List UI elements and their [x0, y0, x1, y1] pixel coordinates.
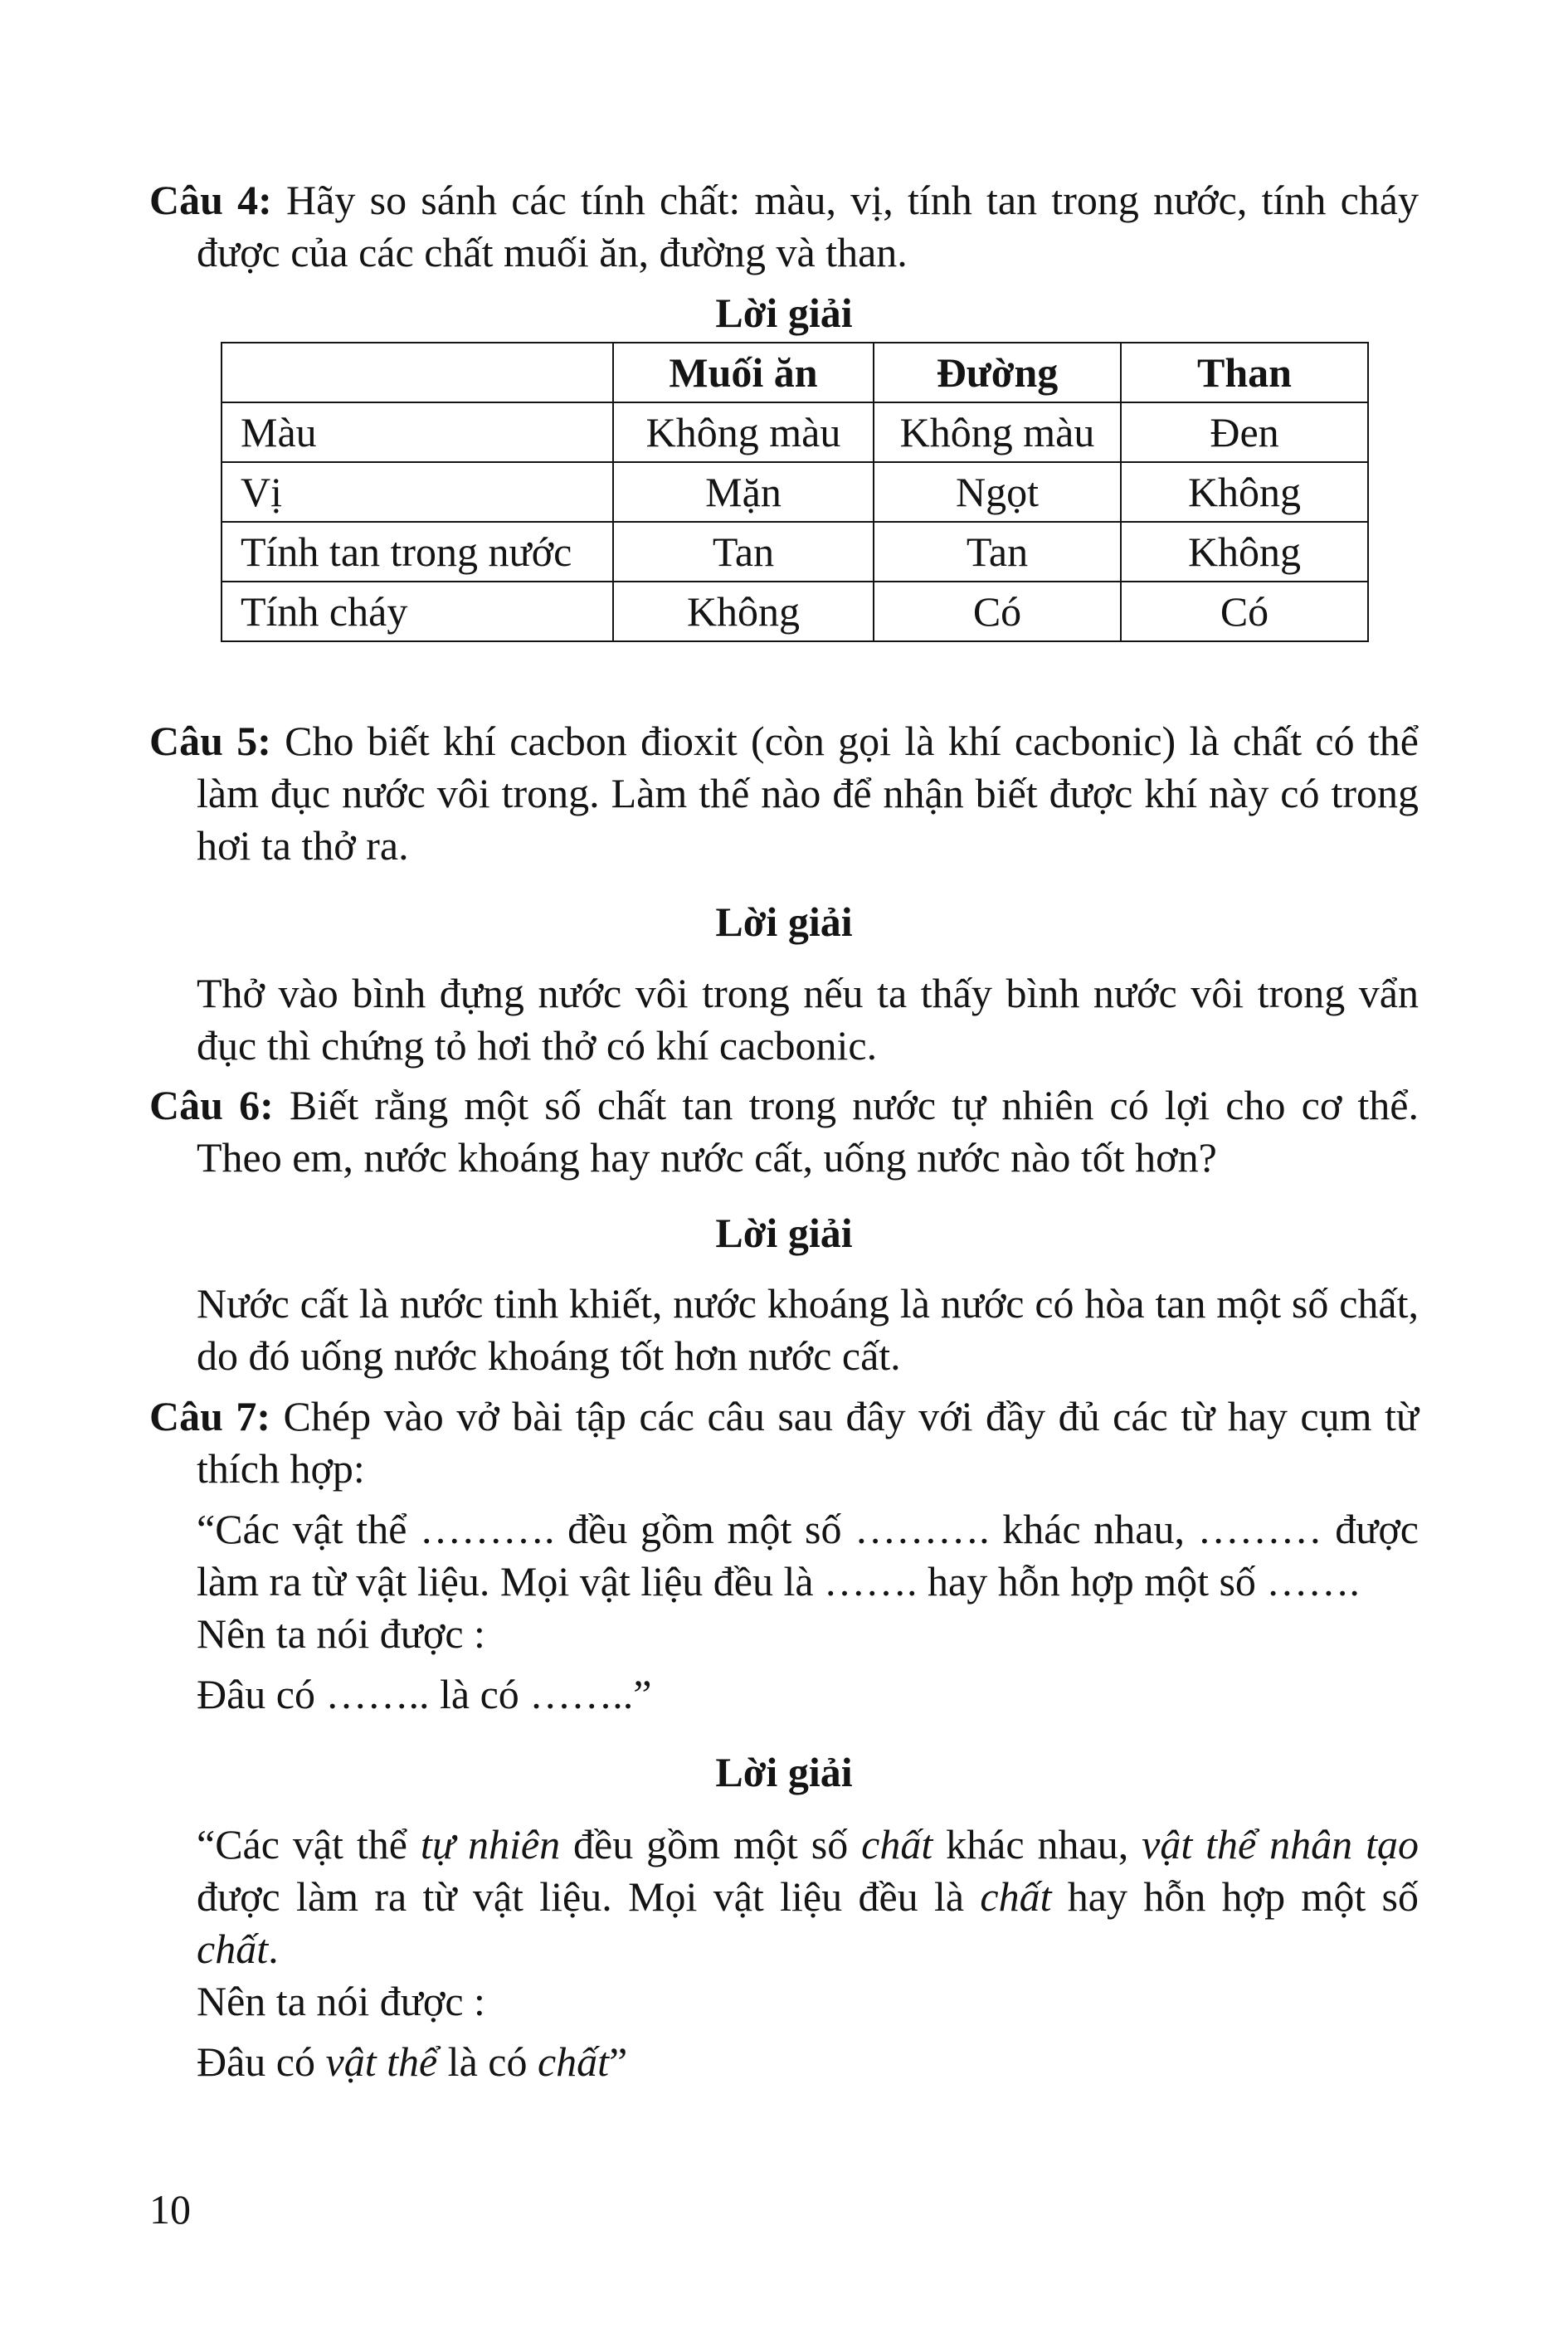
question-6	[149, 1079, 1419, 1184]
solution-title: Lời giải	[715, 898, 853, 945]
question-4-label: Câu 4:	[149, 177, 272, 223]
answer-fill-word: chất	[537, 2038, 610, 2085]
question-5-solution	[149, 896, 1419, 948]
answer-text: Nước cất là nước tinh khiết, nước khoáng là nước có hòa tan một số chất, do đó uống nước khoáng tốt hơn nước cất.	[197, 1280, 1419, 1379]
answer-segment: đều gồm một số	[560, 1821, 862, 1867]
table-cell: Không	[1121, 522, 1368, 582]
answer-text: Thở vào bình đựng nước vôi trong nếu ta thấy bình nước vôi trong vẩn đục thì chứng tỏ hơi thở có khí cacbonic.	[197, 970, 1419, 1069]
fill-blank-line: Nên ta nói được :	[197, 1610, 485, 1657]
answer-segment: ”	[609, 2038, 628, 2085]
comparison-table	[221, 342, 1369, 642]
table-row-label: Tính cháy	[222, 582, 613, 641]
table-row	[222, 462, 1368, 522]
page-number: 10	[149, 2186, 191, 2233]
table-header-cell: Muối ăn	[613, 343, 874, 402]
table-row-label: Màu	[222, 402, 613, 462]
table-row	[222, 402, 1368, 462]
question-5-label: Câu 5:	[149, 718, 271, 764]
answer-fill-word: vật thể nhân tạo	[1142, 1821, 1419, 1867]
fill-blank-line: Đâu có …….. là có ……..”	[197, 1671, 652, 1717]
question-6-answer	[149, 1278, 1419, 1382]
table-row	[222, 522, 1368, 582]
question-7-label: Câu 7:	[149, 1393, 271, 1439]
solution-title: Lời giải	[715, 1210, 853, 1256]
table-row-label: Tính tan trong nước	[222, 522, 613, 582]
answer-fill-word: vật thể	[325, 2038, 438, 2085]
answer-segment: Đâu có	[197, 2038, 326, 2085]
answer-fill-word: chất	[197, 1926, 269, 1972]
question-4-text	[149, 174, 1419, 279]
question-7-answer	[149, 1819, 1419, 2088]
answer-segment: “Các vật thể	[197, 1821, 421, 1867]
answer-segment: khác nhau,	[933, 1821, 1142, 1867]
table-cell: Không	[613, 582, 874, 641]
table-cell: Đen	[1121, 402, 1368, 462]
table-header-cell: Đường	[874, 343, 1121, 402]
fill-blank-sentence: “Các vật thể ………. đều gồm một số ………. khác nhau, ……… được làm ra từ vật liệu. Mọi vật liệu đều là ……. hay hỗn hợp một số …….	[197, 1506, 1419, 1605]
question-6-text	[149, 1079, 1419, 1184]
question-7-solution	[149, 1746, 1419, 1799]
question-7-text	[149, 1390, 1419, 1495]
answer-fill-word: chất	[980, 1873, 1052, 1920]
table-cell: Tan	[613, 522, 874, 582]
answer-segment: hay hỗn hợp một số	[1051, 1873, 1419, 1920]
question-7	[149, 1390, 1419, 1495]
table-cell: Không màu	[874, 402, 1121, 462]
table-cell: Có	[874, 582, 1121, 641]
table-header-cell: Than	[1121, 343, 1368, 402]
question-4	[149, 174, 1419, 279]
question-5-body: Cho biết khí cacbon đioxit (còn gọi là khí cacbonic) là chất có thể làm đục nước vôi trong. Làm thế nào để nhận biết được khí này có trong hơi ta thở ra.	[197, 718, 1419, 869]
question-5-answer	[149, 967, 1419, 1072]
table-cell: Mặn	[613, 462, 874, 522]
table-cell: Có	[1121, 582, 1368, 641]
answer-fill-word: chất	[861, 1821, 933, 1867]
answer-line	[149, 2036, 1419, 2088]
question-6-body: Biết rằng một số chất tan trong nước tự nhiên có lợi cho cơ thể. Theo em, nước khoáng hay nước cất, uống nước nào tốt hơn?	[197, 1082, 1419, 1181]
question-4-body: Hãy so sánh các tính chất: màu, vị, tính tan trong nước, tính cháy được của các chất muối ăn, đường và than.	[197, 177, 1419, 275]
solution-title: Lời giải	[715, 290, 853, 336]
answer-text	[149, 1819, 1419, 1975]
question-6-solution	[149, 1207, 1419, 1259]
table-cell: Không màu	[613, 402, 874, 462]
solution-title: Lời giải	[715, 1749, 853, 1795]
table-row	[222, 582, 1368, 641]
answer-segment: .	[268, 1926, 279, 1972]
question-7-blanks	[149, 1503, 1419, 1721]
table-cell: Ngọt	[874, 462, 1121, 522]
answer-fill-word: tự nhiên	[420, 1821, 561, 1867]
question-7-body: Chép vào vở bài tập các câu sau đây với đầy đủ các từ hay cụm từ thích hợp:	[197, 1393, 1419, 1492]
question-5	[149, 715, 1419, 872]
table-cell: Không	[1121, 462, 1368, 522]
table-header-row	[222, 343, 1368, 402]
table-cell: Tan	[874, 522, 1121, 582]
question-6-label: Câu 6:	[149, 1082, 274, 1128]
answer-line: Nên ta nói được :	[197, 1978, 485, 2024]
answer-segment: là có	[437, 2038, 538, 2085]
table-header-cell	[222, 343, 613, 402]
table-row-label: Vị	[222, 462, 613, 522]
question-5-text	[149, 715, 1419, 872]
question-4-solution-header	[149, 287, 1419, 339]
answer-segment: được làm ra từ vật liệu. Mọi vật liệu đều là	[197, 1873, 981, 1920]
